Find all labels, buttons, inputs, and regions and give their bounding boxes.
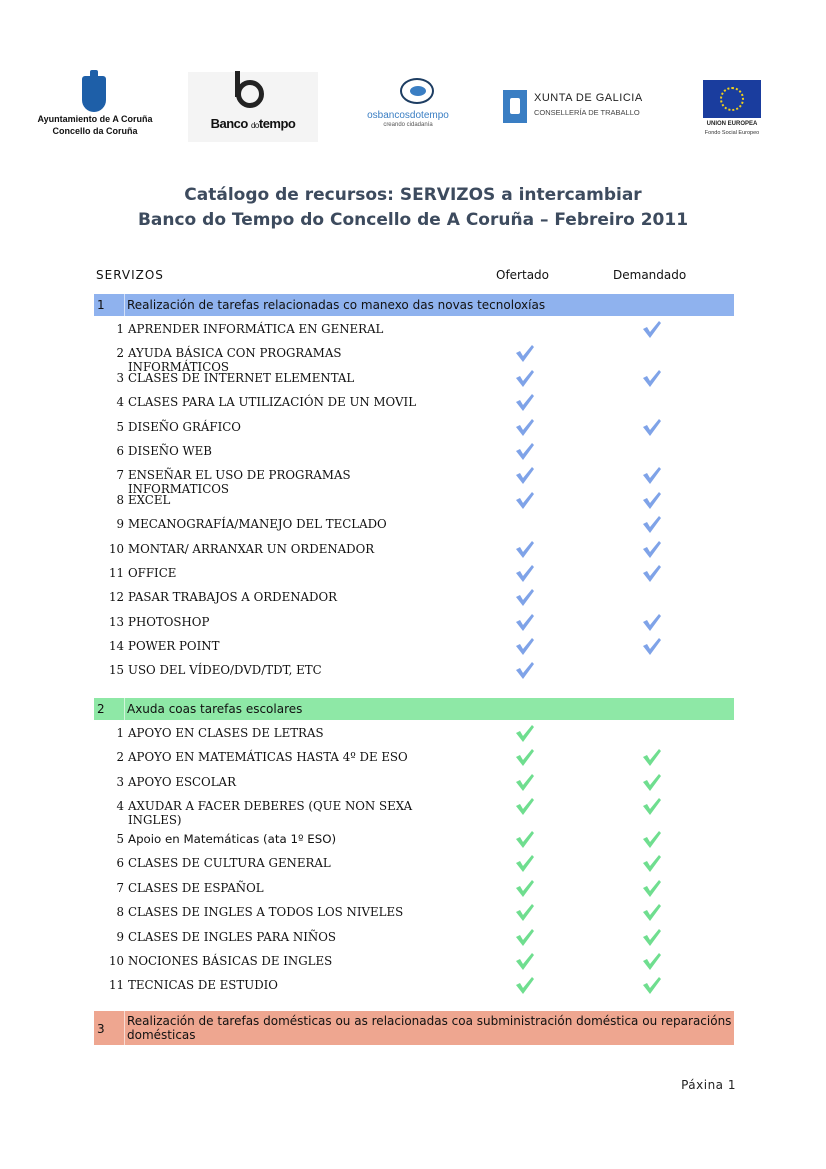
demandado-check-icon (642, 465, 662, 485)
service-name: AYUDA BÁSICA CON PROGRAMAS INFORMÁTICOS (128, 346, 342, 375)
table-row (94, 560, 734, 584)
table-row (94, 511, 734, 535)
sections-container (94, 294, 734, 1045)
xunta-name: XUNTA DE GALICIA (534, 92, 643, 104)
row-number: 9 (116, 929, 124, 944)
service-name: APOYO ESCOLAR (128, 774, 236, 789)
service-name: POWER POINT (128, 639, 220, 654)
row-number: 3 (116, 774, 124, 789)
ofertado-check-icon (515, 747, 535, 767)
services-table (94, 264, 734, 1045)
table-row (94, 924, 734, 948)
eu-flag-icon (703, 80, 761, 118)
row-number: 9 (116, 517, 124, 532)
table-row (94, 414, 734, 438)
row-number: 12 (108, 590, 124, 605)
ofertado-check-icon (515, 829, 535, 849)
column-header-ofertado: Ofertado (496, 268, 550, 282)
coruna-logo (30, 76, 160, 140)
table-row (94, 365, 734, 389)
row-number: 8 (116, 905, 124, 920)
ofertado-check-icon (515, 902, 535, 922)
table-row (94, 972, 734, 996)
ofertado-check-icon (515, 392, 535, 412)
osbancos-text: osbancosdotempo (367, 110, 449, 121)
table-row (94, 438, 734, 462)
service-name: OFFICE (128, 565, 177, 580)
row-number: 7 (116, 880, 124, 895)
category-label: Axuda coas tarefas escolares (127, 701, 303, 716)
table-row (94, 744, 734, 768)
category-number: 2 (97, 701, 105, 716)
category-section (94, 698, 734, 997)
coruna-logo-line2: Concello da Coruña (52, 126, 138, 136)
table-row (94, 875, 734, 899)
row-number: 13 (108, 614, 124, 629)
service-name: ENSEÑAR EL USO DE PROGRAMAS INFORMATICOS (128, 468, 351, 497)
service-name: CLASES DE INGLES A TODOS LOS NIVELES (128, 905, 404, 920)
table-row (94, 769, 734, 793)
document-title: Catálogo de recursos: SERVIZOS a intercambiar (184, 185, 642, 205)
demandado-check-icon (642, 636, 662, 656)
table-header (94, 264, 734, 286)
table-row (94, 720, 734, 744)
eu-line1: UNION EUROPEA (706, 121, 758, 127)
osbancos-subtext: creando cidadanía (383, 122, 433, 128)
service-name: APOYO EN MATEMÁTICAS HASTA 4º DE ESO (128, 750, 408, 765)
service-name: CLASES DE ESPAÑOL (128, 880, 264, 895)
category-divider (124, 1011, 125, 1045)
row-number: 5 (116, 832, 124, 847)
demandado-check-icon (642, 829, 662, 849)
demandado-check-icon (642, 796, 662, 816)
document-subtitle: Banco do Tempo do Concello de A Coruña – Febreiro 2011 (137, 210, 689, 230)
table-row (94, 389, 734, 413)
table-row (94, 826, 734, 850)
service-name: MONTAR/ ARRANXAR UN ORDENADOR (128, 541, 375, 556)
service-name: Apoio en Matemáticas (ata 1º ESO) (128, 832, 337, 847)
ofertado-check-icon (515, 951, 535, 971)
banco-do-tempo-logo (188, 72, 318, 142)
category-section (94, 294, 734, 690)
demandado-check-icon (642, 951, 662, 971)
service-name: NOCIONES BÁSICAS DE INGLES (128, 953, 333, 968)
ofertado-check-icon (515, 636, 535, 656)
table-row (94, 462, 734, 497)
page-number: Páxina 1 (681, 1078, 736, 1092)
demandado-check-icon (642, 563, 662, 583)
ofertado-check-icon (515, 490, 535, 510)
table-row (94, 536, 734, 560)
service-name: MECANOGRAFÍA/MANEJO DEL TECLADO (128, 517, 387, 532)
section-spacer (94, 682, 734, 690)
row-number: 7 (116, 468, 124, 483)
table-row (94, 899, 734, 923)
demandado-check-icon (642, 927, 662, 947)
demandado-check-icon (642, 878, 662, 898)
ofertado-check-icon (515, 975, 535, 995)
table-row (94, 793, 734, 826)
table-row (94, 340, 734, 375)
demandado-check-icon (642, 368, 662, 388)
category-number: 1 (97, 298, 105, 312)
demandado-check-icon (642, 539, 662, 559)
demandado-check-icon (642, 514, 662, 534)
demandado-check-icon (642, 612, 662, 632)
category-header (94, 698, 734, 720)
row-number: 5 (116, 419, 124, 434)
demandado-check-icon (642, 319, 662, 339)
service-name: APOYO EN CLASES DE LETRAS (128, 725, 324, 740)
banco-word: Banco (210, 116, 248, 131)
ofertado-check-icon (515, 441, 535, 461)
category-label: Realización de tarefas relacionadas co manexo das novas tecnoloxías (127, 298, 546, 312)
ofertado-check-icon (515, 612, 535, 632)
table-row (94, 316, 734, 340)
ofertado-check-icon (515, 539, 535, 559)
xunta-logo (500, 90, 650, 130)
column-header-servizos: SERVIZOS (96, 268, 164, 282)
demandado-check-icon (642, 772, 662, 792)
row-number: 2 (116, 750, 124, 765)
demandado-check-icon (642, 902, 662, 922)
ofertado-check-icon (515, 563, 535, 583)
row-number: 4 (116, 395, 124, 410)
ofertado-check-icon (515, 927, 535, 947)
ofertado-check-icon (515, 878, 535, 898)
category-section (94, 1011, 734, 1045)
osbancosdotempo-logo (358, 76, 458, 140)
bt-glyph-icon (236, 80, 264, 108)
row-number: 6 (116, 443, 124, 458)
ofertado-check-icon (515, 343, 535, 363)
ofertado-check-icon (515, 796, 535, 816)
galicia-flag-icon (503, 90, 527, 123)
row-number: 14 (108, 639, 124, 654)
demandado-check-icon (642, 490, 662, 510)
do-word: do (250, 121, 259, 130)
demandado-check-icon (642, 747, 662, 767)
category-divider (124, 294, 125, 316)
ofertado-check-icon (515, 660, 535, 680)
ofertado-check-icon (515, 587, 535, 607)
ofertado-check-icon (515, 723, 535, 743)
row-number: 11 (108, 978, 124, 993)
table-row (94, 609, 734, 633)
table-row (94, 487, 734, 511)
eu-stars (720, 87, 744, 111)
coat-of-arms-icon (82, 76, 106, 112)
ofertado-check-icon (515, 465, 535, 485)
service-name: PASAR TRABAJOS A ORDENADOR (128, 590, 338, 605)
row-number: 8 (116, 492, 124, 507)
service-name: CLASES PARA LA UTILIZACIÓN DE UN MOVIL (128, 395, 417, 410)
demandado-check-icon (642, 417, 662, 437)
column-header-demandado: Demandado (613, 268, 687, 282)
category-divider (124, 698, 125, 720)
row-number: 10 (108, 541, 124, 556)
service-name: EXCEL (128, 492, 171, 507)
row-number: 10 (108, 953, 124, 968)
service-name: PHOTOSHOP (128, 614, 210, 629)
tempo-word: tempo (258, 116, 296, 131)
service-name: CLASES DE INGLES PARA NIÑOS (128, 929, 336, 944)
category-label: Realización de tarefas domésticas ou as relacionadas coa subministración doméstica ou reparacións domésticas (127, 1013, 732, 1042)
service-name: DISEÑO WEB (128, 443, 212, 458)
eu-logo (696, 80, 768, 144)
service-name: TECNICAS DE ESTUDIO (128, 978, 278, 993)
service-name: CLASES DE INTERNET ELEMENTAL (128, 370, 355, 385)
category-header (94, 1011, 734, 1045)
row-number: 3 (116, 370, 124, 385)
row-number: 1 (116, 725, 124, 740)
coruna-logo-line1: Ayuntamiento de A Coruña (37, 114, 153, 124)
table-row (94, 948, 734, 972)
ofertado-check-icon (515, 772, 535, 792)
service-name: AXUDAR A FACER DEBERES (QUE NON SEXA INGLES) (128, 799, 413, 828)
row-number: 1 (116, 322, 124, 336)
ofertado-check-icon (515, 417, 535, 437)
service-name: APRENDER INFORMÁTICA EN GENERAL (128, 322, 384, 336)
row-number: 15 (108, 663, 124, 678)
demandado-check-icon (642, 853, 662, 873)
xunta-dept: CONSELLERÍA DE TRABALLO (534, 108, 640, 117)
row-number: 4 (116, 799, 124, 814)
table-row (94, 850, 734, 874)
table-row (94, 584, 734, 608)
table-row (94, 657, 734, 681)
table-row (94, 633, 734, 657)
service-name: CLASES DE CULTURA GENERAL (128, 856, 331, 871)
category-header (94, 294, 734, 316)
service-name: DISEÑO GRÁFICO (128, 419, 241, 434)
row-number: 2 (116, 346, 124, 361)
row-number: 6 (116, 856, 124, 871)
category-number: 3 (97, 1021, 105, 1036)
logo-bar (0, 70, 826, 150)
service-name: USO DEL VÍDEO/DVD/TDT, ETC (128, 663, 322, 678)
row-number: 11 (108, 565, 124, 580)
eu-line2: Fondo Social Europeo (704, 130, 760, 136)
ofertado-check-icon (515, 368, 535, 388)
bubble-accent (410, 86, 426, 96)
ofertado-check-icon (515, 853, 535, 873)
demandado-check-icon (642, 975, 662, 995)
